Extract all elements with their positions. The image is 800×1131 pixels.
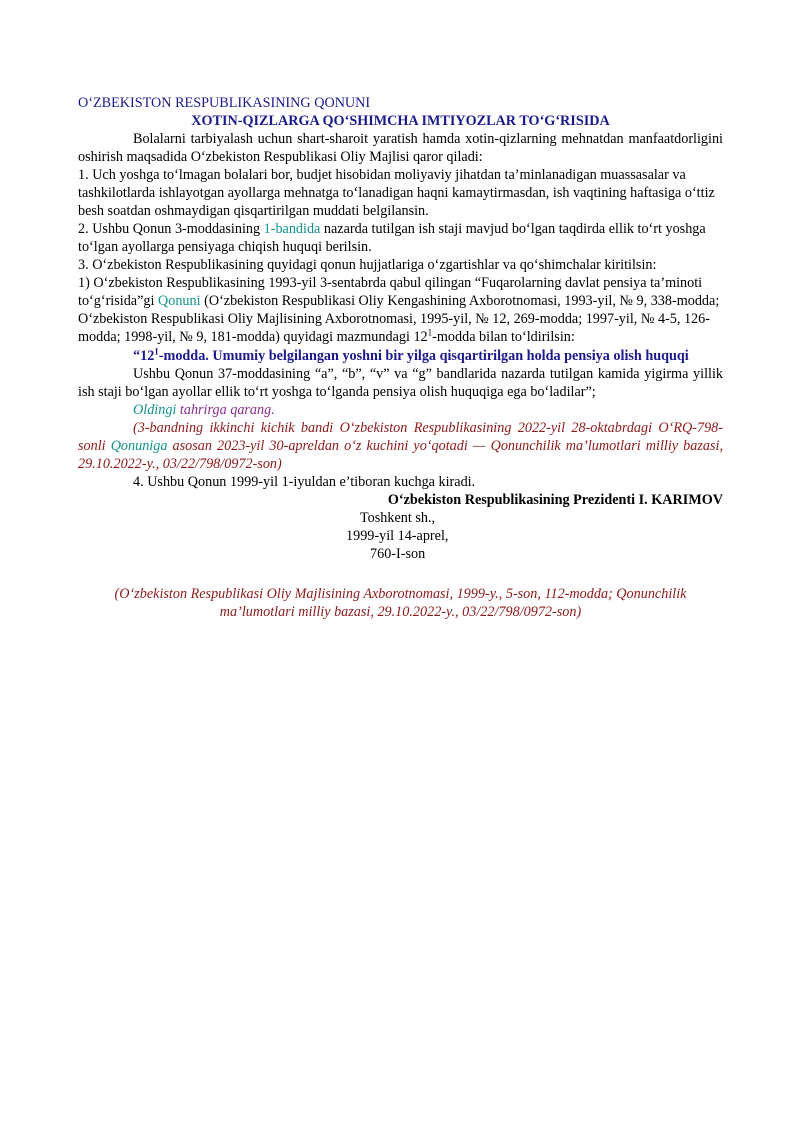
article-heading-open: “12 bbox=[133, 348, 155, 364]
item-3-1-text-rest: (O‘zbekiston Respublikasi Oliy Kengashining Axborotnomasi, 1993-yil, № 9, 338-modda; O‘zbekiston Respublikasi Oliy Majlisining Axborotnomasi, 1995-yil, № 12, 269-modda; 1997-yil, № 4-5, 126-modda; 1998-yil, № 9, 181-modda) quyidagi mazmundagi 12 bbox=[78, 293, 720, 345]
previous-edition-note bbox=[78, 401, 723, 419]
item-3-1-text: 1) O‘zbekiston Respublikasining 1993-yil 3-sentabrda qabul qilingan “Fuqarolarning davlat pensiya ta’minoti to‘g‘risida”gi bbox=[78, 275, 703, 309]
item-2 bbox=[78, 220, 723, 256]
document-title: XOTIN-QIZLARGA QO‘SHIMCHA IMTIYOZLAR TO‘G‘RISIDA bbox=[191, 113, 610, 129]
previous-edition-text: tahrirga qarang. bbox=[176, 402, 275, 418]
law-type: O‘ZBEKISTON RESPUBLIKASINING QONUNI bbox=[78, 95, 371, 111]
article-heading-sup: 1 bbox=[154, 346, 159, 357]
item-1: 1. Uch yoshga to‘lmagan bolalari bor, budjet hisobidan moliyaviy jihatdan ta’minlanadigan muassasalar va tashkilotlarda ishlayotgan ayollarga mehnatga to‘lanadigan haqni kamaytirmasdan, ish vaqtining haftasiga o‘ttiz besh soatdan oshmaydigan qisqartirilgan muddati belgilansin. bbox=[78, 167, 715, 219]
previous-edition-link[interactable]: Oldingi bbox=[133, 402, 177, 418]
item-3-1 bbox=[78, 274, 723, 346]
article-heading bbox=[78, 347, 723, 365]
item-2-text: 2. Ushbu Qonun 3-moddasining bbox=[78, 221, 264, 237]
amendment-note-rest: asosan 2023-yil 30-apreldan o‘z kuchini yo‘qotadi — Qonunchilik ma’lumotlari milliy bazasi, 29.10.2022-y., 03/22/798/0972-son) bbox=[78, 438, 723, 472]
article-body: Ushbu Qonun 37-moddasining “a”, “b”, “v” va “g” bandlarida nazarda tutilgan kamida yigirma yillik ish staji bo‘lgan ayollar ellik to‘rt yoshga to‘lganda pensiya olish huquqiga ega bo‘ladilar”; bbox=[78, 366, 723, 400]
preamble: Bolalarni tarbiyalash uchun shart-sharoit yaratish hamda xotin-qizlarning mehnatdan manfaatdorligini oshirish maqsadida O‘zbekiston Respublikasi Oliy Majlisi qaror qiladi: bbox=[78, 131, 723, 165]
amendment-note-text: (3-bandning ikkinchi kichik bandi O‘zbekiston Respublikasining 2022-yil 28-oktabrdagi O‘RQ-798-sonli bbox=[78, 420, 723, 454]
item-2-text-rest: nazarda tutilgan ish staji mavjud bo‘lgan taqdirda ellik to‘rt yoshga to‘lgan ayollarga pensiyaga chiqish huquqi berilsin. bbox=[78, 221, 706, 255]
article-heading-text: -modda. Umumiy belgilangan yoshni bir yilga qisqartirilgan holda pensiya olish huquqi bbox=[158, 348, 689, 364]
signing-date: 1999-yil 14-aprel, bbox=[346, 528, 449, 544]
item-3-1-end: -modda bilan to‘ldirilsin: bbox=[432, 329, 575, 345]
signature: O‘zbekiston Respublikasining Prezidenti I. KARIMOV bbox=[387, 492, 723, 508]
qonuni-link[interactable]: Qonuni bbox=[157, 293, 201, 309]
signing-place: Toshkent sh., bbox=[360, 510, 436, 526]
document-page bbox=[78, 94, 723, 621]
document-number: 760-I-son bbox=[370, 546, 426, 562]
qonuniga-link[interactable]: Qonuniga bbox=[110, 438, 168, 454]
item-3: 3. O‘zbekiston Respublikasining quyidagi qonun hujjatlariga o‘zgartishlar va qo‘shimchalar kiritilsin: bbox=[78, 257, 657, 273]
item-4: 4. Ushbu Qonun 1999-yil 1-iyuldan e’tiboran kuchga kiradi. bbox=[133, 474, 476, 490]
item-3-1-sup: 1 bbox=[427, 327, 433, 338]
amendment-note bbox=[78, 419, 723, 473]
source-citation: (O‘zbekiston Respublikasi Oliy Majlisining Axborotnomasi, 1999-y., 5-son, 112-modda; Qonunchilik ma’lumotlari milliy bazasi, 29.10.2022-y., 03/22/798/0972-son) bbox=[114, 586, 687, 620]
item-2-link[interactable]: 1-bandida bbox=[263, 221, 321, 237]
